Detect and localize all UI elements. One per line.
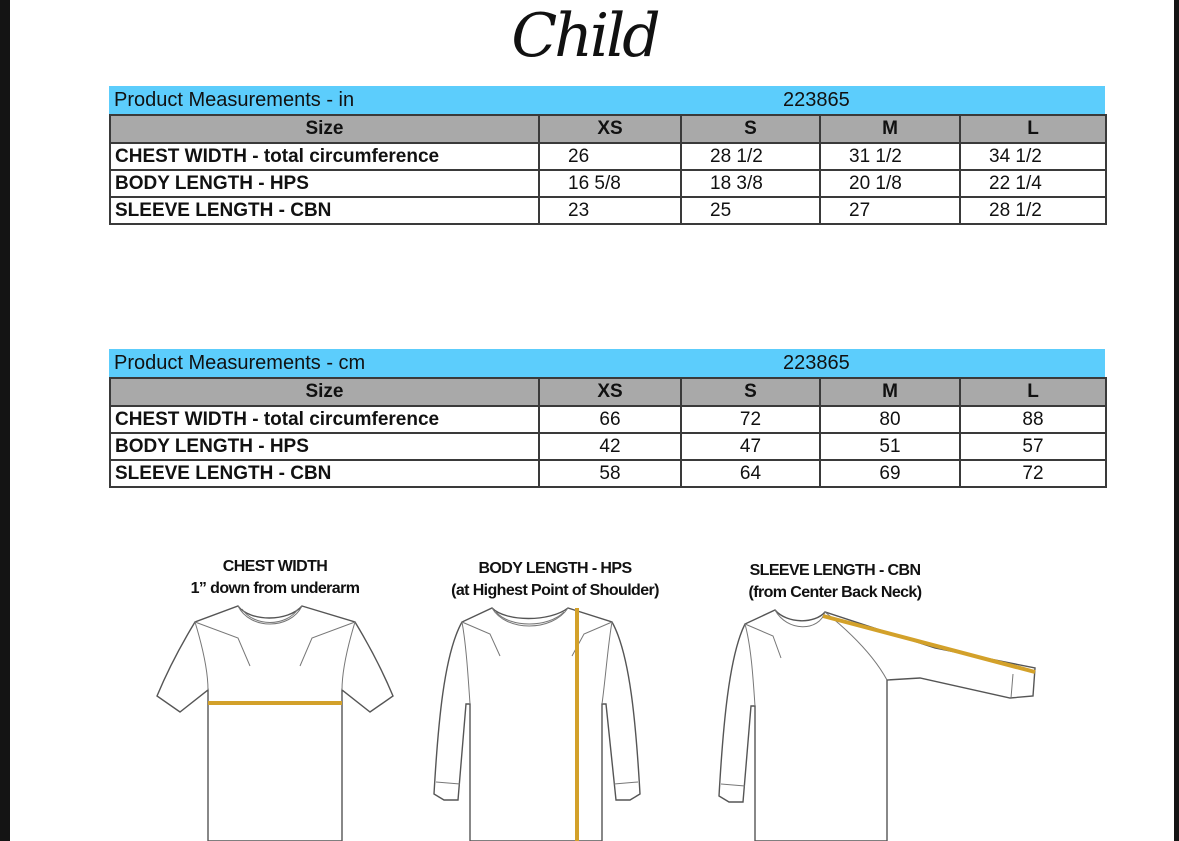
table-cell: 66: [539, 406, 681, 433]
table-cell: 80: [820, 406, 960, 433]
row-label: BODY LENGTH - HPS: [110, 170, 539, 197]
column-header: XS: [539, 378, 681, 406]
table-cell: 31 1/2: [820, 143, 960, 170]
table-header-bar: [109, 86, 1105, 114]
caption-title: SLEEVE LENGTH - CBN: [749, 562, 921, 579]
table-row: [110, 143, 1106, 170]
caption-subtitle: (from Center Back Neck): [748, 584, 922, 601]
table-cell: 28 1/2: [960, 197, 1106, 224]
table-cell: 58: [539, 460, 681, 487]
row-label: SLEEVE LENGTH - CBN: [110, 197, 539, 224]
caption-subtitle: 1” down from underarm: [190, 580, 360, 597]
table-cell: 42: [539, 433, 681, 460]
table-row: [110, 460, 1106, 487]
table-cell: 51: [820, 433, 960, 460]
row-label: BODY LENGTH - HPS: [110, 433, 539, 460]
caption-subtitle: (at Highest Point of Shoulder): [451, 582, 659, 599]
body-length-caption: [410, 558, 700, 602]
table-cell: 23: [539, 197, 681, 224]
column-header: XS: [539, 115, 681, 143]
row-label: CHEST WIDTH - total circumference: [110, 406, 539, 433]
column-header: M: [820, 115, 960, 143]
table-column-headers: [110, 378, 1106, 406]
table-cell: 69: [820, 460, 960, 487]
table-cell: 28 1/2: [681, 143, 820, 170]
style-code: 223865: [783, 351, 850, 374]
caption-title: BODY LENGTH - HPS: [478, 560, 632, 577]
table-cell: 72: [681, 406, 820, 433]
row-label: SLEEVE LENGTH - CBN: [110, 460, 539, 487]
measurements-table-inches: [109, 86, 1105, 225]
style-code: 223865: [783, 88, 850, 111]
column-header: Size: [110, 378, 539, 406]
table-row: [110, 406, 1106, 433]
row-label: CHEST WIDTH - total circumference: [110, 143, 539, 170]
table-cell: 57: [960, 433, 1106, 460]
column-header: Size: [110, 115, 539, 143]
table-cell: 47: [681, 433, 820, 460]
table-cell: 64: [681, 460, 820, 487]
column-header: L: [960, 115, 1106, 143]
body-length-longsleeve-illustration: [430, 604, 645, 841]
table-row: [110, 170, 1106, 197]
table-column-headers: [110, 115, 1106, 143]
table-header-bar: [109, 349, 1105, 377]
table-cell: 20 1/8: [820, 170, 960, 197]
table-unit-label: Product Measurements - in: [114, 88, 355, 111]
window-left-edge: [0, 0, 10, 841]
table-cell: 16 5/8: [539, 170, 681, 197]
table-cell: 88: [960, 406, 1106, 433]
table-row: [110, 197, 1106, 224]
table-cell: 27: [820, 197, 960, 224]
table-cell: 34 1/2: [960, 143, 1106, 170]
page-title: Child: [511, 1, 658, 71]
column-header: M: [820, 378, 960, 406]
table-cell: 18 3/8: [681, 170, 820, 197]
chest-width-caption: [150, 556, 400, 600]
column-header: S: [681, 115, 820, 143]
measurements-table-cm: [109, 349, 1105, 488]
table-cell: 25: [681, 197, 820, 224]
table-unit-label: Product Measurements - cm: [114, 351, 366, 374]
table-cell: 22 1/4: [960, 170, 1106, 197]
chest-width-tshirt-illustration: [150, 600, 400, 841]
column-header: L: [960, 378, 1106, 406]
caption-title: CHEST WIDTH: [222, 558, 328, 575]
sleeve-length-longsleeve-illustration: [715, 606, 1040, 841]
table-cell: 26: [539, 143, 681, 170]
column-header: S: [681, 378, 820, 406]
window-right-edge: [1174, 0, 1179, 841]
table-row: [110, 433, 1106, 460]
table-cell: 72: [960, 460, 1106, 487]
sleeve-length-caption: [705, 560, 965, 604]
